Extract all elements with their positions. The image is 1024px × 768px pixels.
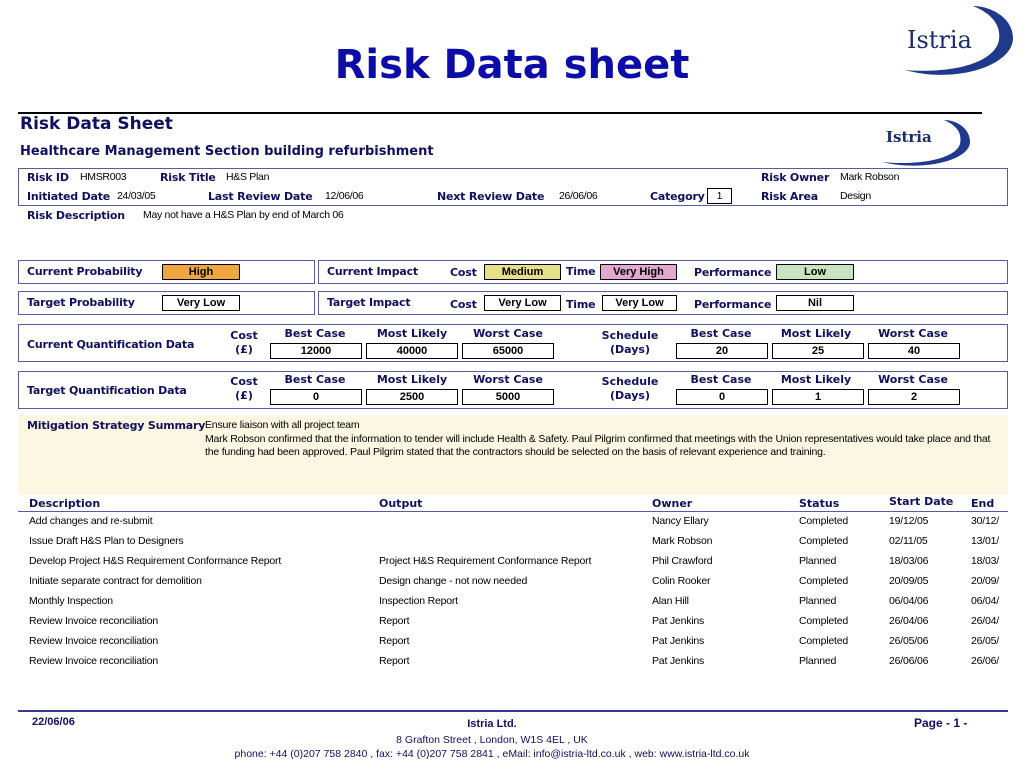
mitigation-line-1: Ensure liaison with all project team xyxy=(205,419,360,431)
target-time-label: Time xyxy=(566,298,596,311)
target-cost-value: Very Low xyxy=(484,295,561,311)
mitigation-label: Mitigation Strategy Summary xyxy=(27,419,206,432)
current-impact-label: Current Impact xyxy=(327,265,418,278)
best-case-header: Best Case xyxy=(690,327,752,340)
target-probability-value: Very Low xyxy=(162,295,240,311)
current-performance-label: Performance xyxy=(694,266,772,279)
row-2-status: Completed xyxy=(799,535,848,547)
current-performance-value: Low xyxy=(776,264,854,280)
current-time-value: Very High xyxy=(600,264,677,280)
row-4-output: Design change - not now needed xyxy=(379,575,528,587)
worst-case-header: Worst Case xyxy=(878,373,948,386)
sheet-title: Risk Data Sheet xyxy=(20,114,173,134)
row-2-owner: Mark Robson xyxy=(652,535,713,547)
schedule-header: Schedule xyxy=(601,329,659,342)
current-time-label: Time xyxy=(566,265,596,278)
row-6-end: 26/04/ xyxy=(971,615,999,627)
current-cost-worst: 65000 xyxy=(462,343,554,359)
current-quantification-label: Current Quantification Data xyxy=(27,338,195,351)
category-label: Category xyxy=(650,190,705,203)
row-7-description: Review Invoice reconciliation xyxy=(29,635,159,647)
target-quantification-label: Target Quantification Data xyxy=(27,384,187,397)
footer-address: 8 Grafton Street , London, W1S 4EL , UK xyxy=(396,734,588,746)
row-2-end: 13/01/ xyxy=(971,535,999,547)
initiated-date-value: 24/03/05 xyxy=(117,190,156,202)
current-schedule-likely: 25 xyxy=(772,343,864,359)
target-probability-label: Target Probability xyxy=(27,296,135,309)
target-cost-likely: 2500 xyxy=(366,389,458,405)
target-cost-label: Cost xyxy=(450,298,477,311)
col-end: End xyxy=(971,497,995,510)
target-schedule-best: 0 xyxy=(676,389,768,405)
schedule-unit: (Days) xyxy=(610,343,650,356)
target-cost-worst: 5000 xyxy=(462,389,554,405)
row-7-start-date: 26/05/06 xyxy=(889,635,929,647)
row-7-status: Completed xyxy=(799,635,848,647)
worst-case-header: Worst Case xyxy=(473,373,543,386)
risk-title-label: Risk Title xyxy=(160,171,216,184)
risk-area-label: Risk Area xyxy=(761,190,818,203)
table-header-rule xyxy=(18,511,1008,512)
footer-page-number: Page - 1 - xyxy=(914,716,968,730)
footer-company: Istria Ltd. xyxy=(467,718,517,730)
logo-text: Istria xyxy=(886,128,932,146)
row-1-description: Add changes and re-submit xyxy=(29,515,153,527)
risk-owner-label: Risk Owner xyxy=(761,171,830,184)
most-likely-header: Most Likely xyxy=(780,373,852,386)
cost-unit: (£) xyxy=(235,343,253,356)
target-schedule-likely: 1 xyxy=(772,389,864,405)
row-5-description: Monthly Inspection xyxy=(29,595,113,607)
best-case-header: Best Case xyxy=(284,373,346,386)
best-case-header: Best Case xyxy=(284,327,346,340)
mitigation-text xyxy=(205,419,1005,460)
risk-area-value: Design xyxy=(840,190,871,202)
row-8-status: Planned xyxy=(799,655,837,667)
initiated-date-label: Initiated Date xyxy=(27,190,111,203)
row-5-start-date: 06/04/06 xyxy=(889,595,929,607)
row-3-status: Planned xyxy=(799,555,837,567)
row-6-output: Report xyxy=(379,615,410,627)
best-case-header: Best Case xyxy=(690,373,752,386)
row-6-start-date: 26/04/06 xyxy=(889,615,929,627)
row-4-end: 20/09/ xyxy=(971,575,999,587)
worst-case-header: Worst Case xyxy=(473,327,543,340)
row-7-owner: Pat Jenkins xyxy=(652,635,705,647)
row-1-status: Completed xyxy=(799,515,848,527)
target-cost-best: 0 xyxy=(270,389,362,405)
col-output: Output xyxy=(379,497,423,510)
footer-contact: phone: +44 (0)207 758 2840 , fax: +44 (0)207 758 2841 , eMail: info@istria-ltd.co.uk , web: www.istria-ltd.co.uk xyxy=(234,748,750,760)
target-performance-label: Performance xyxy=(694,298,772,311)
row-4-description: Initiate separate contract for demolition xyxy=(29,575,202,587)
risk-description-label: Risk Description xyxy=(27,209,125,222)
target-performance-value: Nil xyxy=(776,295,854,311)
row-5-owner: Alan Hill xyxy=(652,595,689,607)
row-7-output: Report xyxy=(379,635,410,647)
row-5-status: Planned xyxy=(799,595,837,607)
current-cost-label: Cost xyxy=(450,266,477,279)
sheet-subtitle: Healthcare Management Section building refurbishment xyxy=(20,144,434,159)
row-5-output: Inspection Report xyxy=(379,595,458,607)
row-4-start-date: 20/09/05 xyxy=(889,575,929,587)
row-8-description: Review Invoice reconciliation xyxy=(29,655,159,667)
row-2-description: Issue Draft H&S Plan to Designers xyxy=(29,535,184,547)
current-cost-likely: 40000 xyxy=(366,343,458,359)
row-3-description: Develop Project H&S Requirement Conformance Report xyxy=(29,555,282,567)
target-schedule-worst: 2 xyxy=(868,389,960,405)
row-1-owner: Nancy Ellary xyxy=(652,515,709,527)
row-5-end: 06/04/ xyxy=(971,595,999,607)
risk-id-label: Risk ID xyxy=(27,171,69,184)
row-4-status: Completed xyxy=(799,575,848,587)
next-review-label: Next Review Date xyxy=(437,190,545,203)
istria-logo-small xyxy=(878,118,978,168)
logo-text: Istria xyxy=(907,26,972,54)
col-owner: Owner xyxy=(652,497,693,510)
next-review-value: 26/06/06 xyxy=(559,190,598,202)
worst-case-header: Worst Case xyxy=(878,327,948,340)
most-likely-header: Most Likely xyxy=(376,327,448,340)
row-3-owner: Phil Crawford xyxy=(652,555,713,567)
row-4-owner: Colin Rooker xyxy=(652,575,711,587)
row-3-output: Project H&S Requirement Conformance Report xyxy=(379,555,592,567)
risk-owner-value: Mark Robson xyxy=(840,171,900,183)
row-2-start-date: 02/11/05 xyxy=(889,535,928,547)
most-likely-header: Most Likely xyxy=(376,373,448,386)
target-time-value: Very Low xyxy=(602,295,677,311)
schedule-header: Schedule xyxy=(601,375,659,388)
cost-unit: (£) xyxy=(235,389,253,402)
risk-title-value: H&S Plan xyxy=(226,171,270,183)
current-probability-label: Current Probability xyxy=(27,265,143,278)
row-8-end: 26/06/ xyxy=(971,655,999,667)
row-3-end: 18/03/ xyxy=(971,555,999,567)
slide-title: Risk Data sheet xyxy=(334,42,690,88)
istria-logo xyxy=(895,4,1020,78)
col-status: Status xyxy=(799,497,840,510)
col-start-date: Start Date xyxy=(889,495,954,508)
current-probability-value: High xyxy=(162,264,240,280)
mitigation-line-2: Mark Robson confirmed that the information to tender will include Health & Safety. Paul Pilgrim confirmed that meetings with the Union representatives would take place and that the funding had been approved. Paul Pilgrim stated that the contractors should be selected on the basis of relevant experience and training. xyxy=(205,432,991,458)
row-7-end: 26/05/ xyxy=(971,635,999,647)
category-value: 1 xyxy=(707,188,732,204)
row-6-status: Completed xyxy=(799,615,848,627)
last-review-value: 12/06/06 xyxy=(325,190,364,202)
cost-header: Cost xyxy=(230,329,258,342)
current-cost-value: Medium xyxy=(484,264,561,280)
row-8-start-date: 26/06/06 xyxy=(889,655,929,667)
row-3-start-date: 18/03/06 xyxy=(889,555,929,567)
last-review-label: Last Review Date xyxy=(208,190,313,203)
risk-description-value: May not have a H&S Plan by end of March 06 xyxy=(143,209,344,221)
current-schedule-best: 20 xyxy=(676,343,768,359)
most-likely-header: Most Likely xyxy=(780,327,852,340)
target-impact-label: Target Impact xyxy=(327,296,411,309)
footer-divider xyxy=(18,710,1008,712)
row-6-description: Review Invoice reconciliation xyxy=(29,615,159,627)
row-8-owner: Pat Jenkins xyxy=(652,655,705,667)
col-description: Description xyxy=(29,497,101,510)
cost-header: Cost xyxy=(230,375,258,388)
row-6-owner: Pat Jenkins xyxy=(652,615,705,627)
footer-date: 22/06/06 xyxy=(32,716,75,728)
row-8-output: Report xyxy=(379,655,410,667)
schedule-unit: (Days) xyxy=(610,389,650,402)
row-1-start-date: 19/12/05 xyxy=(889,515,929,527)
current-cost-best: 12000 xyxy=(270,343,362,359)
row-1-end: 30/12/ xyxy=(971,515,999,527)
current-schedule-worst: 40 xyxy=(868,343,960,359)
risk-id-value: HMSR003 xyxy=(80,171,127,183)
